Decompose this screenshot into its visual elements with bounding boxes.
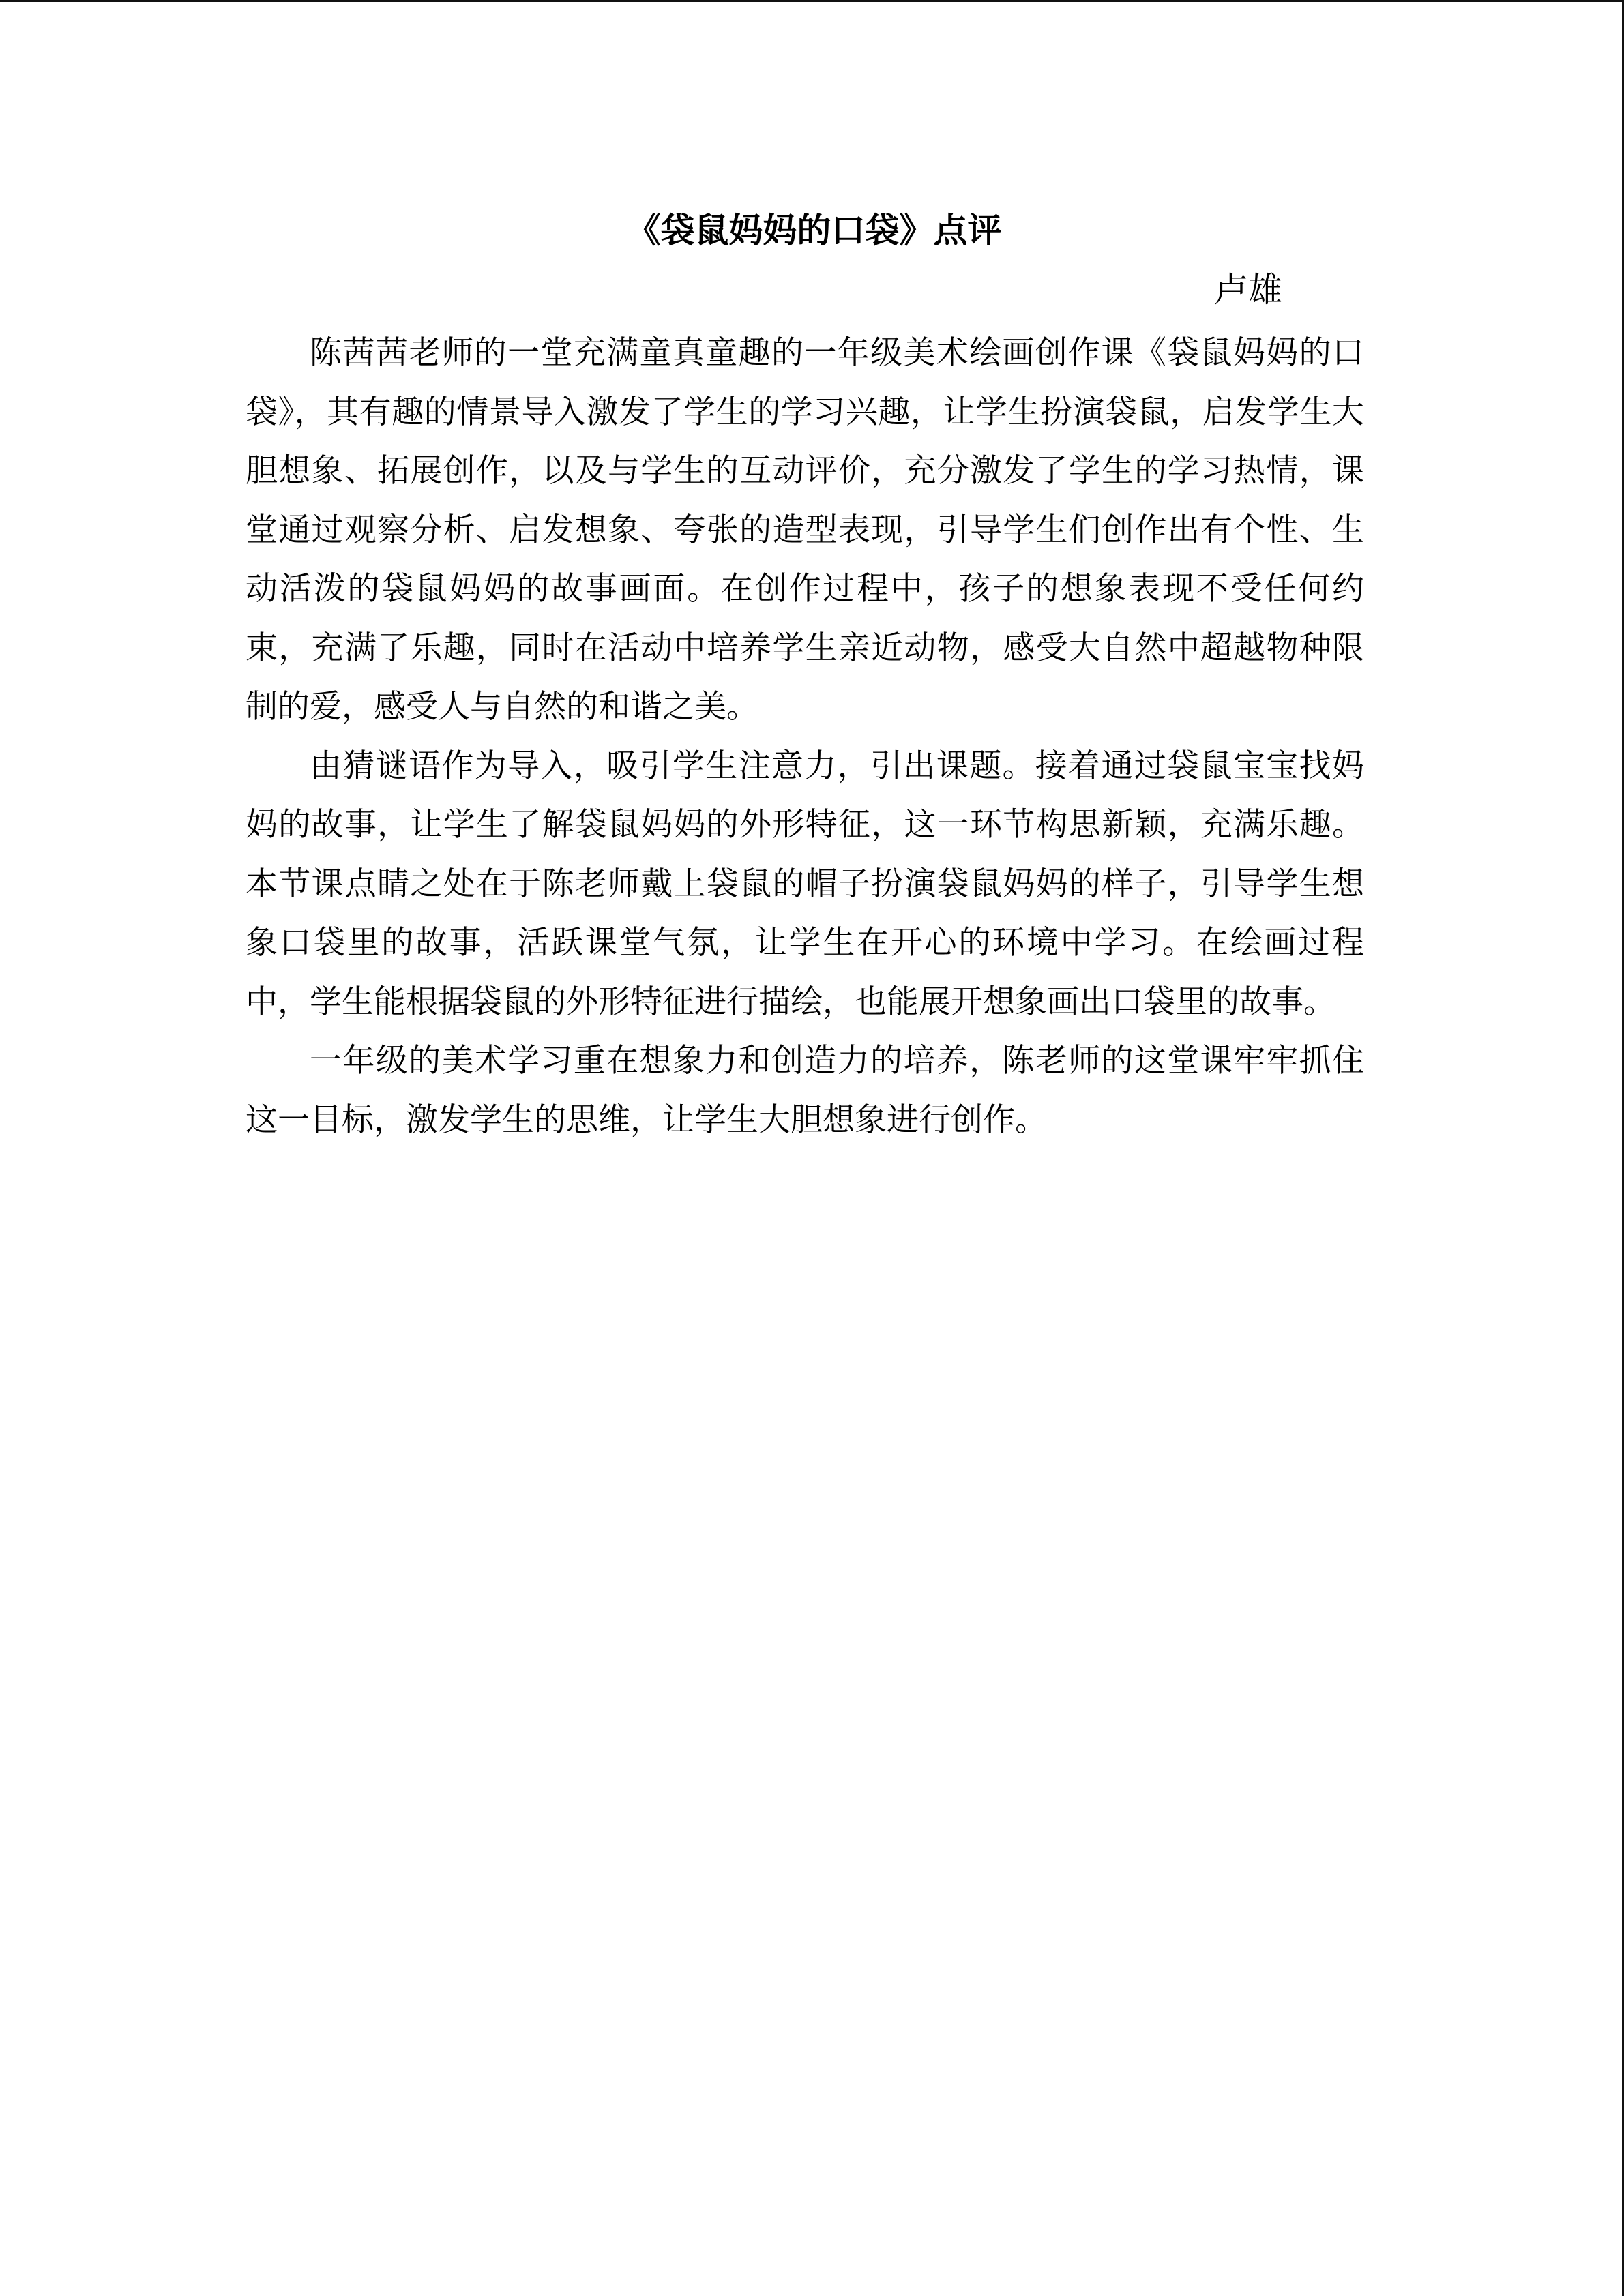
- body-paragraph-3: 一年级的美术学习重在想象力和创造力的培养，陈老师的这堂课牢牢抓住这一目标，激发学生的思维，让学生大胆想象进行创作。: [246, 1042, 1364, 1139]
- body-paragraph-1: 陈茜茜老师的一堂充满童真童趣的一年级美术绘画创作课《袋鼠妈妈的口袋》，其有趣的情景导入激发了学生的学习兴趣，让学生扮演袋鼠，启发学生大胆想象、拓展创作，以及与学生的互动评价，充分激发了学生的学习热情，课堂通过观察分析、启发想象、夸张的造型表现，引导学生们创作出有个性、生动活泼的袋鼠妈妈的故事画面。在创作过程中，孩子的想象表现不受任何约束，充满了乐趣，同时在活动中培养学生亲近动物，感受大自然中超越物种限制的爱，感受人与自然的和谐之美。: [246, 334, 1364, 726]
- body-paragraph-2: 由猜谜语作为导入，吸引学生注意力，引出课题。接着通过袋鼠宝宝找妈妈的故事，让学生了解袋鼠妈妈的外形特征，这一环节构思新颖，充满乐趣。本节课点睛之处在于陈老师戴上袋鼠的帽子扮演袋鼠妈妈的样子，引导学生想象口袋里的故事，活跃课堂气氛，让学生在开心的环境中学习。在绘画过程中，学生能根据袋鼠的外形特征进行描绘，也能展开想象画出口袋里的故事。: [246, 747, 1364, 1021]
- document-body: [246, 324, 1364, 1150]
- document-author: 卢雄: [1214, 270, 1282, 310]
- document-title: 《袋鼠妈妈的口袋》点评: [626, 211, 1002, 250]
- page-border-top: [0, 0, 1624, 2]
